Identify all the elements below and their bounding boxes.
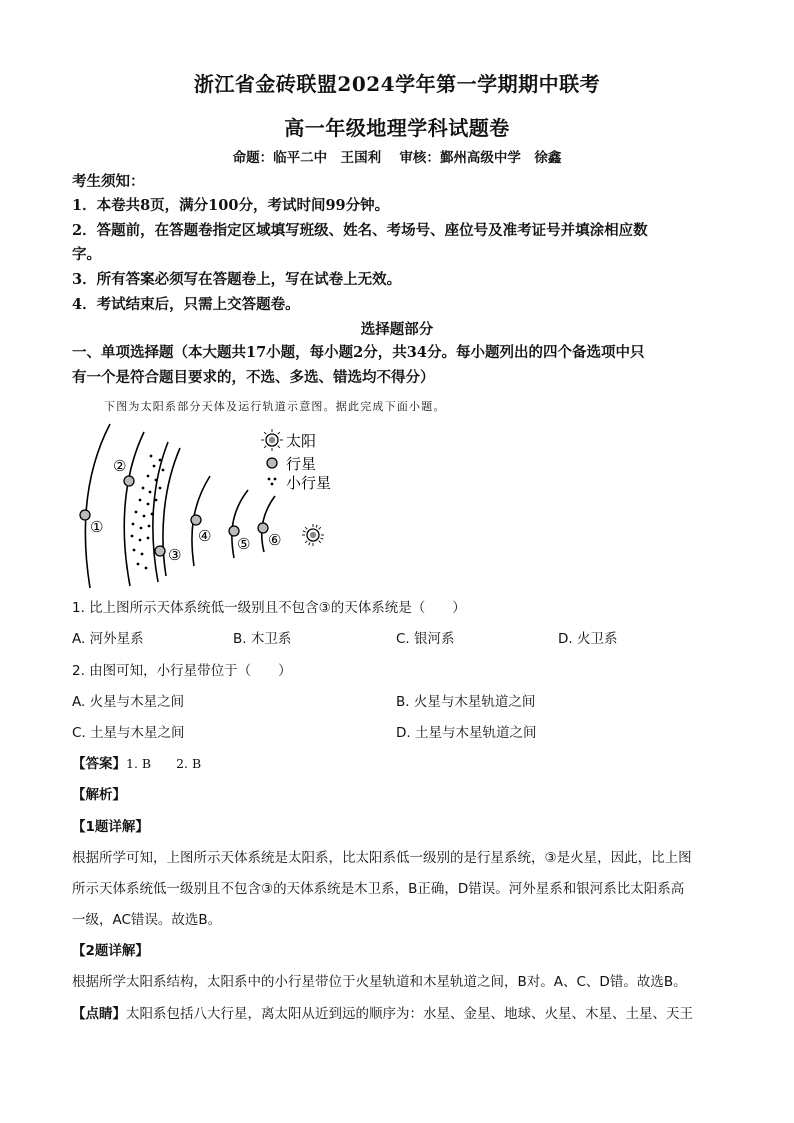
- sun-icon: [302, 524, 324, 546]
- q1-option-d: D. 火卫系: [558, 631, 618, 647]
- q2-option-d: D. 土星与木星轨道之间: [396, 725, 537, 741]
- orbit-3-outer: [153, 442, 168, 582]
- q2-option-a: A. 火星与木星之间: [72, 694, 185, 710]
- exam-title: 浙江省金砖联盟2024学年第一学期期中联考: [193, 72, 601, 96]
- notice-item-3: 3．所有答案必须写在答题卷上，写在试卷上无效。: [72, 271, 402, 288]
- legend-planet-icon: [267, 458, 277, 468]
- detail-1-label: 【1题详解】: [72, 819, 149, 835]
- planet-label-3: ③: [168, 546, 182, 564]
- notice-item-4: 4．考试结束后，只需上交答题卷。: [72, 296, 300, 313]
- legend-sun-label: 太阳: [286, 432, 317, 450]
- planet-2: [124, 476, 134, 486]
- legend-sun-icon: [261, 429, 283, 451]
- planet-label-5: ⑤: [237, 535, 251, 553]
- planet-6: [258, 523, 268, 533]
- question-1-stem: 1. 比上图所示天体系统低一级别且不包含③的天体系统是（ ）: [72, 600, 466, 616]
- planet-4: [191, 515, 201, 525]
- legend-planet-label: 行星: [286, 455, 317, 473]
- q1-option-c: C. 银河系: [396, 631, 455, 647]
- tip-line: [72, 1002, 693, 1022]
- tip-label: 【点睛】: [72, 1006, 126, 1022]
- planet-label-2: ②: [113, 457, 127, 475]
- figure-intro: 下图为太阳系部分天体及运行轨道示意图。据此完成下面小题。: [104, 400, 446, 413]
- detail-2-label: 【2题详解】: [72, 943, 149, 959]
- planet-1: [80, 510, 90, 520]
- legend: [261, 429, 331, 492]
- q1-option-b: B. 木卫系: [233, 631, 292, 647]
- planet-3: [155, 546, 165, 556]
- detail-1-line-2: 所示天体系统低一级别且不包含③的天体系统是木卫系，B正确，D错误。河外星系和银河系比太阳系高: [72, 881, 685, 897]
- notice-heading: 考生须知：: [72, 173, 145, 190]
- notice-item-2b: 字。: [72, 246, 101, 263]
- detail-1-line-1: 根据所学可知，上图所示天体系统是太阳系，比太阳系低一级别的是行星系统，③是火星，因此，比上图: [72, 850, 692, 866]
- planet-label-4: ④: [198, 527, 212, 545]
- orbit-2: [124, 432, 144, 586]
- section-title: 选择题部分: [360, 321, 434, 338]
- orbit-1: [85, 424, 110, 588]
- q2-option-b: B. 火星与木星轨道之间: [396, 694, 536, 710]
- legend-asteroid-icon: [268, 478, 277, 486]
- single-choice-heading-1: 一、单项选择题（本大题共17小题，每小题2分，共34分。每小题列出的四个备选项中只: [72, 344, 645, 361]
- solar-system-diagram: [70, 418, 350, 593]
- detail-1-line-3: 一级，AC错误。故选B。: [72, 912, 222, 928]
- exam-subtitle: 高一年级地理学科试题卷: [284, 116, 510, 140]
- q2-option-c: C. 土星与木星之间: [72, 725, 185, 741]
- answer-values: 1. B 2. B: [126, 756, 202, 771]
- tip-text: 太阳系包括八大行星，离太阳从近到远的顺序为：水星、金星、地球、火星、木星、土星、天王: [126, 1006, 693, 1022]
- answer-line: [72, 752, 201, 772]
- authors-line: 命题：临平二中 王国利 审核：鄞州高级中学 徐鑫: [232, 150, 562, 166]
- detail-2-line-1: 根据所学太阳系结构，太阳系中的小行星带位于火星轨道和木星轨道之间，B对。A、C、D错。故选B。: [72, 974, 687, 990]
- notice-item-1: 1．本卷共8页，满分100分，考试时间99分钟。: [72, 197, 390, 214]
- question-2-stem: 2. 由图可知，小行星带位于（ ）: [72, 663, 292, 679]
- notice-item-2a: 2．答题前，在答题卷指定区域填写班级、姓名、考场号、座位号及准考证号并填涂相应数: [72, 222, 648, 239]
- q1-option-a: A. 河外星系: [72, 631, 144, 647]
- single-choice-heading-2: 有一个是符合题目要求的，不选、多选、错选均不得分）: [72, 369, 435, 386]
- legend-asteroid-label: 小行星: [286, 474, 332, 492]
- analysis-label: 【解析】: [72, 787, 126, 803]
- answer-label: 【答案】: [72, 756, 126, 772]
- planet-label-1: ①: [90, 518, 104, 536]
- planet-label-6: ⑥: [268, 531, 282, 549]
